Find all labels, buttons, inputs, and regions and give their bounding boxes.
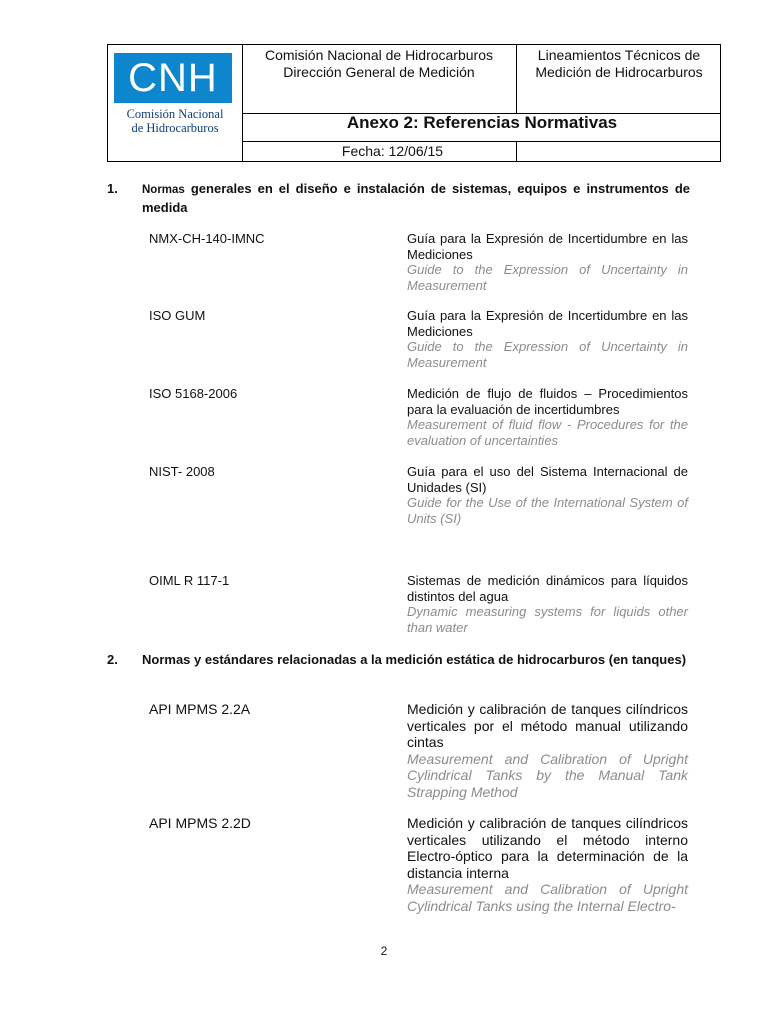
header-rule-2 bbox=[242, 141, 720, 142]
standard-code: NIST- 2008 bbox=[149, 464, 215, 479]
standard-code: API MPMS 2.2A bbox=[149, 701, 251, 717]
standard-description: Medición y calibración de tanques cilíndricos verticales por el método manual utilizando cintas Measurement and Calibration of Upright Cylindrical Tanks by the Manual Tank Strapping Method bbox=[407, 701, 688, 800]
section-2-title: Normas y estándares relacionadas a la medición estática de hidrocarburos (en tanques) bbox=[142, 652, 687, 667]
section-1-title: Normas generales en el diseño e instalación de sistemas, equipos e instrumentos de medida bbox=[142, 181, 690, 215]
standard-code: API MPMS 2.2D bbox=[149, 815, 251, 831]
cnh-logo bbox=[114, 53, 232, 103]
standard-code: NMX-CH-140-IMNC bbox=[149, 231, 265, 246]
standard-description: Guía para el uso del Sistema Internacional de Unidades (SI) Guide for the Use of the International System of Units (SI) bbox=[407, 464, 688, 527]
logo-caption: Comisión Nacional de Hidrocarburos bbox=[126, 107, 224, 135]
annex-title: Anexo 2: Referencias Normativas bbox=[346, 113, 618, 132]
document-title: Lineamientos Técnicos de Medición de Hidrocarburos bbox=[535, 47, 703, 80]
standard-code: ISO GUM bbox=[149, 308, 206, 323]
section-1-number: 1. bbox=[107, 181, 118, 196]
standard-code: OIML R 117-1 bbox=[149, 573, 230, 588]
org-name: Comisión Nacional de Hidrocarburos Dirección General de Medición bbox=[265, 47, 493, 80]
section-2-number: 2. bbox=[107, 652, 118, 667]
standard-description: Guía para la Expresión de Incertidumbre en las Mediciones Guide to the Expression of Uncertainty in Measurement bbox=[407, 231, 688, 294]
document-header-table bbox=[107, 44, 721, 162]
standard-code: ISO 5168-2006 bbox=[149, 386, 238, 401]
standard-description: Guía para la Expresión de Incertidumbre en las Mediciones Guide to the Expression of Uncertainty in Measurement bbox=[407, 308, 688, 371]
standard-description: Medición de flujo de fluidos – Procedimientos para la evaluación de incertidumbres Measurement of fluid flow - Procedures for the evaluation of uncertainties bbox=[407, 386, 688, 449]
standard-description: Medición y calibración de tanques cilíndricos verticales utilizando el método interno Electro-óptico para la determinación de la distancia interna Measurement and Calibration of Upright Cylindrical Tanks using the Internal Electro- bbox=[407, 815, 688, 914]
standard-description: Sistemas de medición dinámicos para líquidos distintos del agua Dynamic measuring systems for liquids other than water bbox=[407, 573, 688, 636]
page-number: 2 bbox=[380, 944, 388, 958]
document-date: Fecha: 12/06/15 bbox=[341, 143, 444, 159]
logo-text: CNH bbox=[128, 56, 218, 100]
